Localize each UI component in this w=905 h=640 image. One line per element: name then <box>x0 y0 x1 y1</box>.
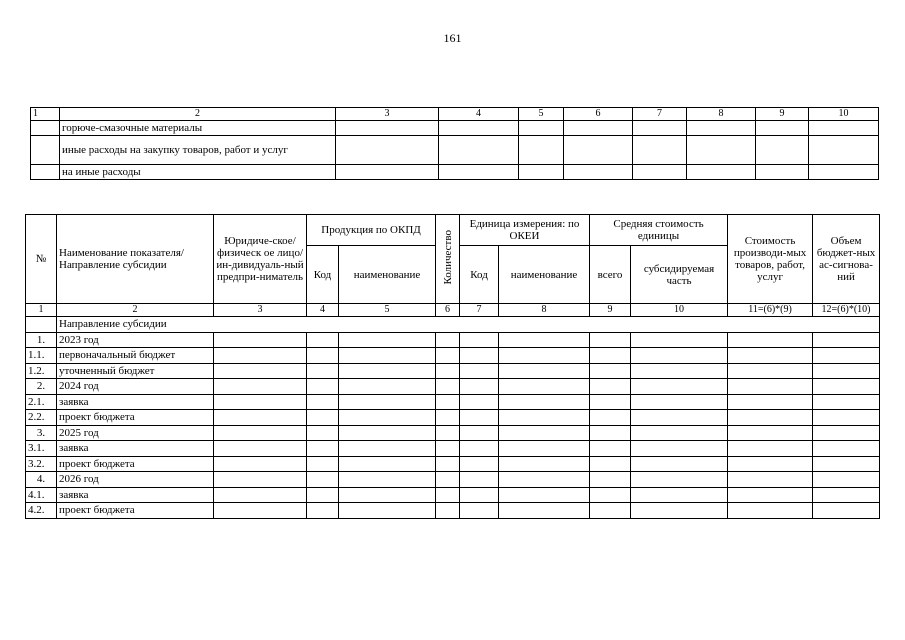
t2-header-row-1 <box>26 215 880 246</box>
table-row <box>26 363 880 379</box>
empty-cell <box>813 379 880 395</box>
empty-cell <box>728 472 813 488</box>
empty-cell <box>307 441 339 457</box>
empty-cell <box>214 441 307 457</box>
table-row <box>26 332 880 348</box>
row-number: 4.2. <box>26 503 57 519</box>
empty-cell <box>813 456 880 472</box>
t1-col-6: 6 <box>564 108 633 121</box>
empty-cell <box>728 425 813 441</box>
row-number: 4. <box>26 472 57 488</box>
col-num: 1 <box>26 304 57 317</box>
table-row <box>26 425 880 441</box>
row-label: заявка <box>57 487 214 503</box>
table-row <box>26 456 880 472</box>
table-row <box>31 136 879 165</box>
row-label: проект бюджета <box>57 456 214 472</box>
empty-cell <box>590 472 631 488</box>
empty-cell <box>339 410 436 426</box>
empty-cell <box>460 348 499 364</box>
empty-cell <box>460 425 499 441</box>
t1-row-label: на иные расходы <box>60 165 336 180</box>
empty-cell <box>728 379 813 395</box>
col-num: 4 <box>307 304 339 317</box>
row-label: заявка <box>57 441 214 457</box>
empty-cell <box>339 441 436 457</box>
t1-col-1: 1 <box>31 108 60 121</box>
empty-cell <box>436 472 460 488</box>
direction-label: Направление субсидии <box>57 317 880 333</box>
empty-cell <box>813 472 880 488</box>
empty-cell <box>307 332 339 348</box>
hdr-okpd-name: наименование <box>339 246 436 304</box>
empty-cell <box>590 332 631 348</box>
t1-col-8: 8 <box>687 108 756 121</box>
row-number: 1.2. <box>26 363 57 379</box>
t1-col-9: 9 <box>756 108 809 121</box>
empty-cell <box>214 394 307 410</box>
empty-cell <box>460 379 499 395</box>
row-label: 2026 год <box>57 472 214 488</box>
empty-cell <box>460 456 499 472</box>
empty-cell <box>590 441 631 457</box>
empty-cell <box>499 394 590 410</box>
row-number: 3. <box>26 425 57 441</box>
table-row <box>26 487 880 503</box>
col-num: 3 <box>214 304 307 317</box>
empty-cell <box>728 348 813 364</box>
row-label: уточненный бюджет <box>57 363 214 379</box>
hdr-volume: Объем бюджет-ных ас-сигнова-ний <box>813 215 880 304</box>
empty-cell <box>728 456 813 472</box>
empty-cell <box>436 410 460 426</box>
empty-cell <box>307 363 339 379</box>
empty-cell <box>436 503 460 519</box>
empty-cell <box>436 456 460 472</box>
empty-cell <box>307 456 339 472</box>
empty-cell <box>460 487 499 503</box>
empty-cell <box>728 503 813 519</box>
empty-cell <box>436 348 460 364</box>
empty-cell <box>631 472 728 488</box>
hdr-okpd-code: Код <box>307 246 339 304</box>
hdr-entity: Юридиче-ское/физическ ое лицо/ ин-дивидуаль-ный предпри-ниматель <box>214 215 307 304</box>
empty-cell <box>214 332 307 348</box>
row-label: проект бюджета <box>57 410 214 426</box>
row-label: проект бюджета <box>57 503 214 519</box>
row-label: 2025 год <box>57 425 214 441</box>
empty-cell <box>436 487 460 503</box>
empty-cell <box>339 472 436 488</box>
empty-cell <box>339 487 436 503</box>
hdr-okei-code: Код <box>460 246 499 304</box>
empty-cell <box>339 332 436 348</box>
empty-cell <box>813 410 880 426</box>
table-row <box>26 503 880 519</box>
empty-cell <box>631 348 728 364</box>
row-number: 1.1. <box>26 348 57 364</box>
empty-cell <box>499 379 590 395</box>
empty-cell <box>339 379 436 395</box>
row-number: 4.1. <box>26 487 57 503</box>
empty-cell <box>307 425 339 441</box>
empty-cell <box>307 503 339 519</box>
row-number: 1. <box>26 332 57 348</box>
empty-cell <box>214 472 307 488</box>
t1-col-5: 5 <box>519 108 564 121</box>
empty-cell <box>214 456 307 472</box>
col-num: 6 <box>436 304 460 317</box>
empty-cell <box>631 379 728 395</box>
hdr-no: № <box>26 215 57 304</box>
empty-cell <box>590 348 631 364</box>
hdr-qty-text: Количество <box>441 230 454 285</box>
empty-cell <box>813 332 880 348</box>
empty-cell <box>307 472 339 488</box>
empty-cell <box>339 394 436 410</box>
empty-cell <box>728 394 813 410</box>
empty-cell <box>214 363 307 379</box>
hdr-qty <box>436 215 460 304</box>
t1-col-3: 3 <box>336 108 439 121</box>
empty-cell <box>813 394 880 410</box>
col-num: 2 <box>57 304 214 317</box>
table1-header-row <box>31 108 879 121</box>
empty-cell <box>307 348 339 364</box>
empty-cell <box>728 487 813 503</box>
empty-cell <box>590 410 631 426</box>
row-label: первоначальный бюджет <box>57 348 214 364</box>
empty-cell <box>460 441 499 457</box>
empty-cell <box>460 363 499 379</box>
col-num: 10 <box>631 304 728 317</box>
hdr-okei-name: наименование <box>499 246 590 304</box>
empty-cell <box>813 348 880 364</box>
row-number: 2.2. <box>26 410 57 426</box>
empty-cell <box>590 503 631 519</box>
empty-cell <box>339 503 436 519</box>
empty-cell <box>214 410 307 426</box>
empty-cell <box>307 487 339 503</box>
empty-cell <box>590 425 631 441</box>
hdr-avg-sub: субсидируемая часть <box>631 246 728 304</box>
empty-cell <box>813 425 880 441</box>
t2-col-numbers <box>26 304 880 317</box>
row-number: 2.1. <box>26 394 57 410</box>
row-number: 3.2. <box>26 456 57 472</box>
col-num: 12=(6)*(10) <box>813 304 880 317</box>
row-label: 2023 год <box>57 332 214 348</box>
table-row <box>31 121 879 136</box>
empty-cell <box>631 425 728 441</box>
empty-cell <box>436 332 460 348</box>
hdr-avg-total: всего <box>590 246 631 304</box>
t1-row-label: иные расходы на закупку товаров, работ и услуг <box>60 136 336 165</box>
empty-cell <box>460 332 499 348</box>
hdr-avg: Средняя стоимость единицы <box>590 215 728 246</box>
empty-cell <box>590 363 631 379</box>
table-row <box>26 441 880 457</box>
empty-cell <box>631 410 728 426</box>
col-num: 9 <box>590 304 631 317</box>
empty-cell <box>339 425 436 441</box>
col-num: 11=(6)*(9) <box>728 304 813 317</box>
empty-cell <box>339 456 436 472</box>
empty-cell <box>813 363 880 379</box>
empty-cell <box>631 441 728 457</box>
empty-cell <box>590 487 631 503</box>
empty-cell <box>460 410 499 426</box>
table-row <box>31 165 879 180</box>
empty-cell <box>499 472 590 488</box>
table-row <box>26 394 880 410</box>
empty-cell <box>728 441 813 457</box>
empty-cell <box>499 410 590 426</box>
empty-cell <box>499 332 590 348</box>
hdr-okei: Единица измерения: по ОКЕИ <box>460 215 590 246</box>
empty-cell <box>339 348 436 364</box>
empty-cell <box>214 379 307 395</box>
empty-cell <box>631 456 728 472</box>
empty-cell <box>307 394 339 410</box>
t1-col-2: 2 <box>60 108 336 121</box>
empty-cell <box>728 410 813 426</box>
t1-col-10: 10 <box>809 108 879 121</box>
empty-cell <box>436 394 460 410</box>
empty-cell <box>499 456 590 472</box>
t1-col-7: 7 <box>633 108 687 121</box>
empty-cell <box>813 487 880 503</box>
empty-cell <box>499 348 590 364</box>
expenses-table <box>30 107 879 180</box>
empty-cell <box>436 379 460 395</box>
table-row <box>26 410 880 426</box>
empty-cell <box>460 394 499 410</box>
empty-cell <box>499 487 590 503</box>
empty-cell <box>460 472 499 488</box>
empty-cell <box>499 441 590 457</box>
table-row <box>26 472 880 488</box>
empty-cell <box>436 363 460 379</box>
empty-cell <box>436 425 460 441</box>
empty-cell <box>590 379 631 395</box>
empty-cell <box>499 363 590 379</box>
table-row <box>26 348 880 364</box>
empty-cell <box>813 441 880 457</box>
table-row <box>26 379 880 395</box>
subsidy-table <box>25 214 880 519</box>
empty-cell <box>590 456 631 472</box>
empty-cell <box>631 487 728 503</box>
empty-cell <box>307 379 339 395</box>
page-number: 161 <box>443 31 462 45</box>
row-number: 2. <box>26 379 57 395</box>
empty-cell <box>214 348 307 364</box>
hdr-name: Наименование показателя/ Направление субсидии <box>57 215 214 304</box>
t1-col-4: 4 <box>439 108 519 121</box>
empty-cell <box>499 503 590 519</box>
hdr-okpd: Продукция по ОКПД <box>307 215 436 246</box>
empty-cell <box>631 503 728 519</box>
empty-cell <box>631 332 728 348</box>
empty-cell <box>499 425 590 441</box>
empty-cell <box>631 363 728 379</box>
empty-cell <box>214 425 307 441</box>
row-number: 3.1. <box>26 441 57 457</box>
empty-cell <box>631 394 728 410</box>
hdr-cost: Стоимость производи-мых товаров, работ, услуг <box>728 215 813 304</box>
empty-cell <box>728 363 813 379</box>
t2-direction-row <box>26 317 880 333</box>
empty-cell <box>460 503 499 519</box>
empty-cell <box>214 503 307 519</box>
t1-row-label: горюче-смазочные материалы <box>60 121 336 136</box>
empty-cell <box>813 503 880 519</box>
col-num: 7 <box>460 304 499 317</box>
empty-cell <box>728 332 813 348</box>
row-label: заявка <box>57 394 214 410</box>
empty-cell <box>214 487 307 503</box>
empty-cell <box>339 363 436 379</box>
empty-cell <box>307 410 339 426</box>
empty-cell <box>590 394 631 410</box>
empty-cell <box>436 441 460 457</box>
col-num: 5 <box>339 304 436 317</box>
col-num: 8 <box>499 304 590 317</box>
row-label: 2024 год <box>57 379 214 395</box>
